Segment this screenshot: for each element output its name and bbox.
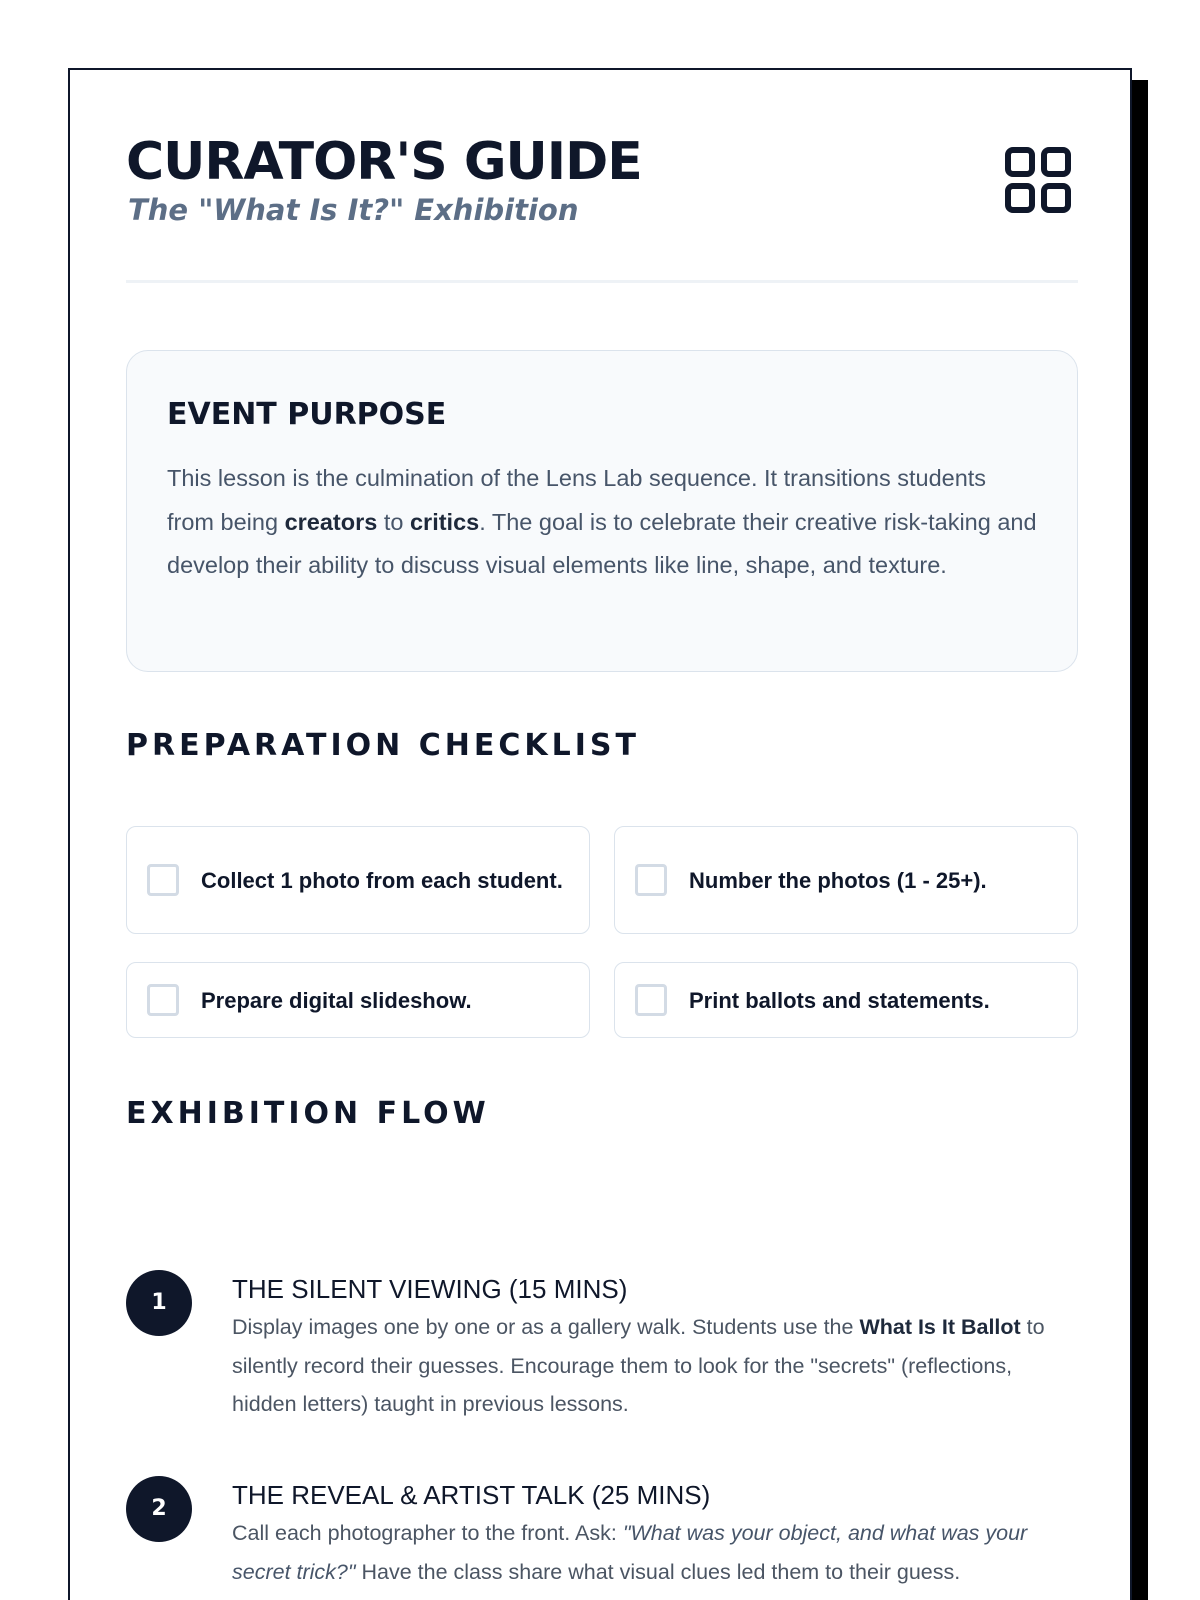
purpose-bold-creators: creators [284, 508, 378, 535]
step-text-part: to silently record their guesses. Encourage them to look for the "secrets" (reflections, hidden letters) taught in previous lessons. [232, 1315, 1045, 1416]
purpose-text-part: This lesson is the culmination of the Lens Lab sequence. It transitions students from being [167, 465, 987, 535]
step-description [232, 1514, 1078, 1591]
curators-guide-card [68, 68, 1132, 1600]
event-purpose-text [167, 457, 1037, 588]
step-description [232, 1308, 1078, 1424]
event-purpose-panel [126, 350, 1078, 672]
purpose-text-part: to [377, 508, 410, 535]
event-purpose-heading: EVENT PURPOSE [167, 397, 447, 432]
step-text-part: Display images one by one or as a gallery walk. Students use the [232, 1315, 860, 1339]
checkbox[interactable] [635, 984, 667, 1016]
step-text-part: Have the class share what visual clues led them to their guess. [355, 1559, 961, 1584]
page-subtitle: The "What Is It?" Exhibition [128, 193, 579, 227]
checklist-item[interactable] [614, 826, 1078, 934]
step-number-badge: 1 [126, 1270, 192, 1336]
purpose-text-part: . The goal is to celebrate their creative risk-taking and develop their ability to discuss visual elements like line, shape, and texture. [167, 508, 1037, 578]
checklist-item-label: Collect 1 photo from each student. [201, 867, 563, 893]
checkbox[interactable] [147, 864, 179, 896]
checkbox[interactable] [635, 864, 667, 896]
flow-heading: EXHIBITION FLOW [126, 1096, 490, 1131]
purpose-bold-critics: critics [409, 508, 480, 535]
step-text-part: Call each photographer to the front. Ask: [232, 1521, 623, 1545]
checklist-item[interactable] [614, 962, 1078, 1038]
checklist-item-label: Print ballots and statements. [689, 987, 990, 1013]
page-title: CURATOR'S GUIDE [126, 132, 642, 192]
checklist-item-label: Prepare digital slideshow. [201, 987, 472, 1013]
step-italic-question: "What was your object, and what was your secret trick?" [232, 1521, 1028, 1584]
checklist-item[interactable] [126, 826, 590, 934]
step-title: THE REVEAL & ARTIST TALK (25 MINS) [232, 1480, 711, 1510]
checklist-item-label: Number the photos (1 - 25+). [689, 867, 987, 893]
checklist-item[interactable] [126, 962, 590, 1038]
step-title: THE SILENT VIEWING (15 MINS) [232, 1274, 628, 1304]
step-bold-ballot: What Is It Ballot [859, 1315, 1021, 1339]
grid-icon [1004, 146, 1072, 214]
step-number-badge: 2 [126, 1476, 192, 1542]
checklist-heading: PREPARATION CHECKLIST [126, 728, 640, 763]
guide-header [126, 132, 1078, 283]
checkbox[interactable] [147, 984, 179, 1016]
